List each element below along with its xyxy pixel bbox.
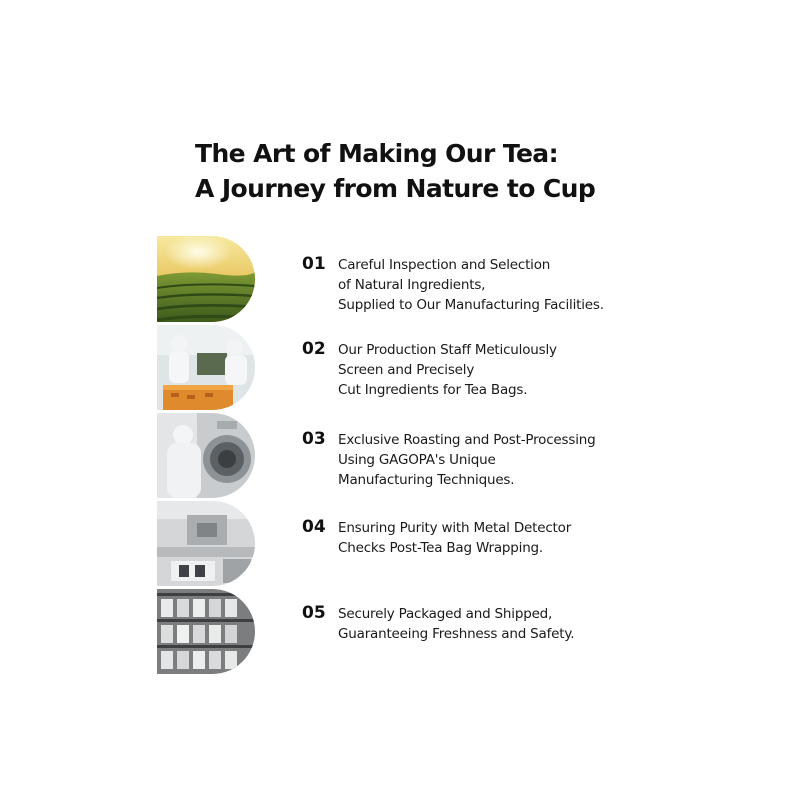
- step-number: 02: [302, 339, 326, 359]
- step-line: Cut Ingredients for Tea Bags.: [338, 382, 528, 398]
- step-number: 03: [302, 429, 326, 449]
- page-title: [195, 136, 595, 206]
- step-line: Ensuring Purity with Metal Detector: [338, 520, 572, 536]
- step-description: [338, 518, 571, 558]
- page-title-line-1: The Art of Making Our Tea:: [195, 139, 558, 168]
- packaging-warehouse-photo: [157, 589, 255, 674]
- step-line: Securely Packaged and Shipped,: [338, 606, 553, 622]
- step-line: Guaranteeing Freshness and Safety.: [338, 626, 575, 642]
- production-staff-photo: [157, 325, 255, 410]
- step-description: [338, 604, 574, 644]
- roasting-machine-photo: [157, 413, 255, 498]
- page-title-line-2: A Journey from Nature to Cup: [195, 174, 596, 203]
- step-description: [338, 340, 557, 400]
- step-line: Exclusive Roasting and Post-Processing: [338, 432, 596, 448]
- step-number: 01: [302, 254, 326, 274]
- step-number: 04: [302, 517, 326, 537]
- step-line: Careful Inspection and Selection: [338, 257, 551, 273]
- step-line: Our Production Staff Meticulously: [338, 342, 557, 358]
- tea-field-photo: [157, 236, 255, 322]
- step-line: Checks Post-Tea Bag Wrapping.: [338, 540, 544, 556]
- step-line: of Natural Ingredients,: [338, 277, 486, 293]
- step-line: Supplied to Our Manufacturing Facilities.: [338, 297, 604, 313]
- step-line: Using GAGOPA's Unique: [338, 452, 496, 468]
- step-line: Screen and Precisely: [338, 362, 475, 378]
- step-description: [338, 430, 595, 490]
- metal-detector-photo: [157, 501, 255, 586]
- step-description: [338, 255, 604, 315]
- step-line: Manufacturing Techniques.: [338, 472, 515, 488]
- step-number: 05: [302, 603, 326, 623]
